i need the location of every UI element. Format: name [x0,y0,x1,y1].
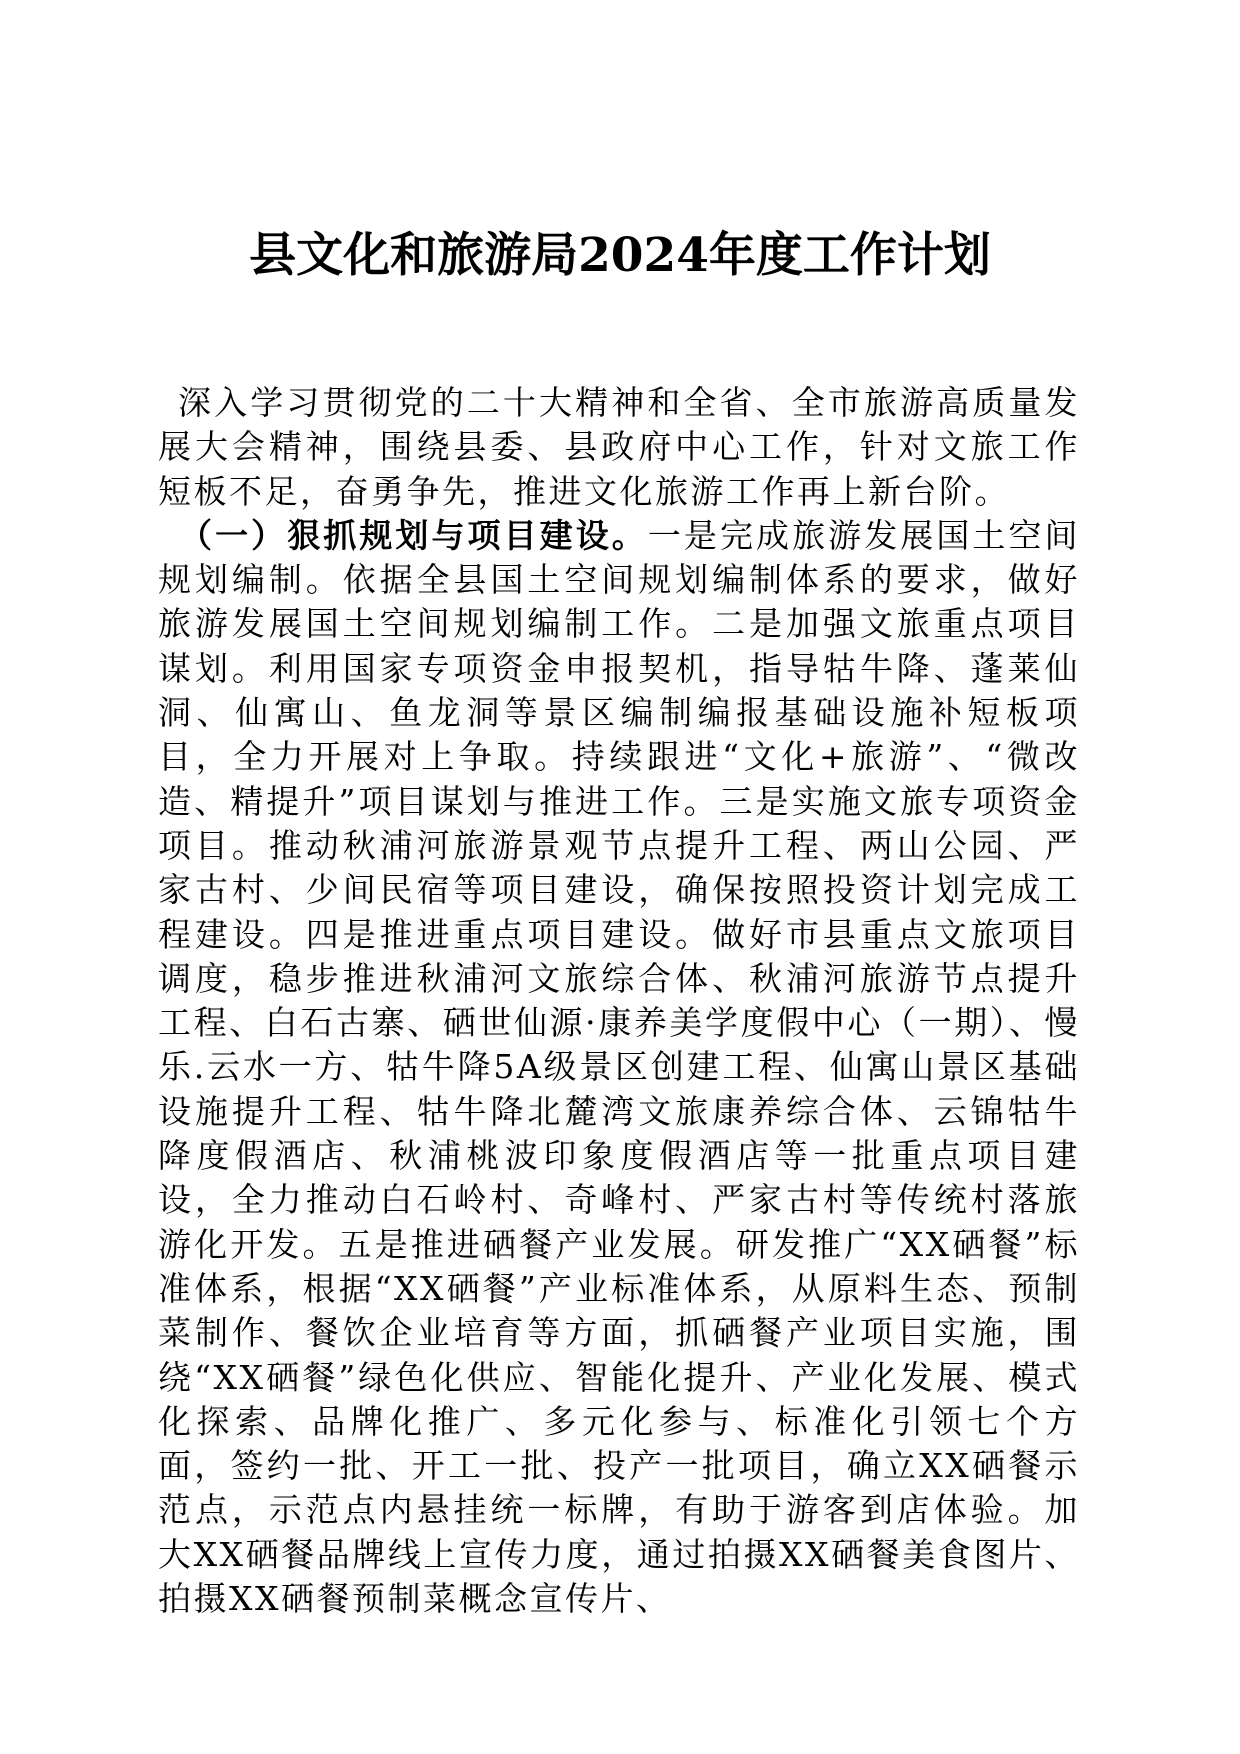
section-1-heading: （一）狠抓规划与项目建设。 [179,515,648,555]
document-body [158,381,1080,1621]
intro-paragraph: 深入学习贯彻党的二十大精神和全省、全市旅游高质量发展大会精神，围绕县委、县政府中心工作，针对文旅工作短板不足，奋勇争先，推进文化旅游工作再上新台阶。 [158,383,1080,511]
section-1-paragraph [158,514,1080,1621]
section-1-body: 一是完成旅游发展国土空间规划编制。依据全县国土空间规划编制体系的要求，做好旅游发展国土空间规划编制工作。二是加强文旅重点项目谋划。利用国家专项资金申报契机，指导牯牛降、蓬莱仙洞、仙寓山、鱼龙洞等景区编制编报基础设施补短板项目，全力开展对上争取。持续跟进“文化+旅游”、“微改造、精提升”项目谋划与推进工作。三是实施文旅专项资金项目。推动秋浦河旅游景观节点提升工程、两山公园、严家古村、少间民宿等项目建设，确保按照投资计划完成工程建设。四是推进重点项目建设。做好市县重点文旅项目调度，稳步推进秋浦河文旅综合体、秋浦河旅游节点提升工程、白石古寨、硒世仙源·康养美学度假中心（一期）、慢乐.云水一方、牯牛降5A级景区创建工程、仙寓山景区基础设施提升工程、牯牛降北麓湾文旅康养综合体、云锦牯牛降度假酒店、秋浦桃波印象度假酒店等一批重点项目建设，全力推动白石岭村、奇峰村、严家古村等传统村落旅游化开发。五是推进硒餐产业发展。研发推广“XX硒餐”标准体系，根据“XX硒餐”产业标准体系，从原料生态、预制菜制作、餐饮企业培育等方面，抓硒餐产业项目实施，围绕“XX硒餐”绿色化供应、智能化提升、产业化发展、模式化探索、品牌化推广、多元化参与、标准化引领七个方面，签约一批、开工一批、投产一批项目，确立XX硒餐示范点，示范点内悬挂统一标牌，有助于游客到店体验。加大XX硒餐品牌线上宣传力度，通过拍摄XX硒餐美食图片、拍摄XX硒餐预制菜概念宣传片、 [158,515,1080,1619]
document-title: 县文化和旅游局2024年度工作计划 [249,228,991,283]
